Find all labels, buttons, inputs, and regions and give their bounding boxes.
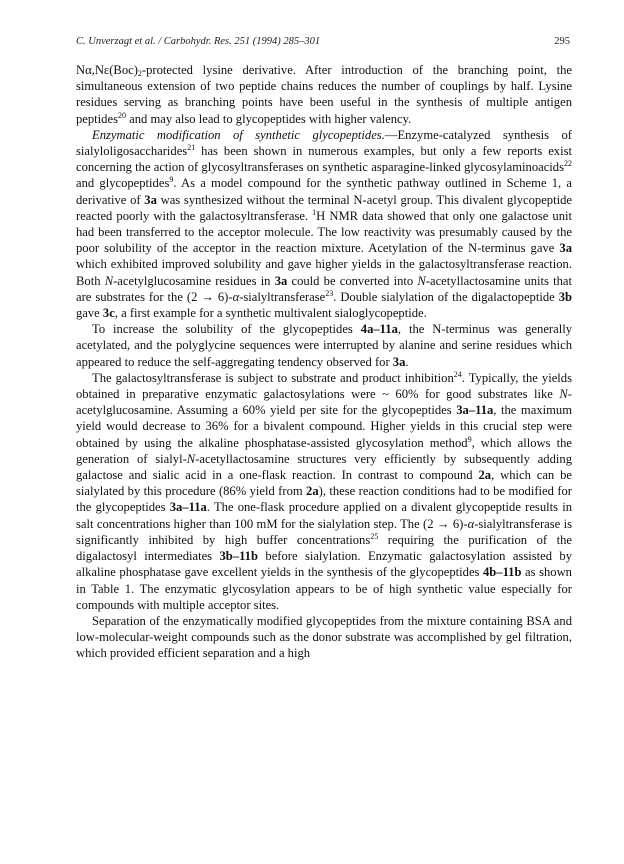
compound-ref: 3c [102, 306, 115, 321]
compound-ref: 3b–11b [219, 549, 258, 564]
paragraph-1: $N\alpha,N\varepsilon(Boc)_2$-protected lysine derivative. After introduction of the branching point, the simultaneous extension of two peptide chains reduces the number of couplings by half. Lysine residues serving as branching points have been useful in the synthesis of multiple antigen peptides$^{20}$ and may also lead to glycopeptides with higher valency. [76, 63, 572, 126]
paragraph-5: Separation of the enzymatically modified glycopeptides from the mixture containing BSA and low-molecular-weight compounds such as the donor substrate was accomplished by gel filtration, which provided efficient separation and a high [76, 613, 572, 661]
compound-ref: 4b–11b [482, 565, 522, 580]
citation-ref: 9 [467, 434, 472, 444]
compound-ref: 3b [558, 289, 572, 304]
compound-ref: 2a [478, 468, 492, 483]
citation-ref: 23 [325, 288, 334, 298]
compound-ref: 3a–11a [456, 403, 494, 418]
compound-ref: 3a [392, 354, 406, 369]
page-number: 295 [554, 36, 570, 47]
citation-ref: 22 [564, 159, 572, 169]
citation-ref: 21 [187, 143, 196, 153]
citation-ref: 24 [453, 369, 462, 379]
compound-ref: 3a [274, 273, 288, 288]
section-heading: Enzymatic modification of synthetic glycopeptides. [92, 127, 385, 142]
paragraph-2: Enzymatic modification of synthetic glycopeptides.—Enzyme-catalyzed synthesis of sialyloligosaccharides$^{21}$ has been shown in numerous examples, but only a few reports exist concerning the action of glycosyltransferases on synthetic asparagine-linked glycosylaminoacids$^{22}$ and glycopeptides$^9$. As a model compound for the synthetic pathway outlined in Scheme 1, a derivative of 3a was synthesized without the terminal N-acetyl group. This divalent glycopeptide reacted poorly with the galactosyltransferase. $^1$H NMR data showed that only one galactose unit had been transferred to the acceptor molecule. The low reactivity was presumably caused by the poor solubility of the acceptor in the reaction mixture. Acetylation of the N-terminus gave 3a which exhibited improved solubility and gave higher yields in the galactosyltransferase reaction. Both N-acetylglucosamine residues in 3a could be converted into N-acetyllactosamine units that are substrates for the (2 → 6)-α-sialyltransferase$^{23}$. Double sialylation of the digalactopeptide 3b gave 3c, a first example for a synthetic multivalent sialoglycopeptide. [76, 127, 573, 321]
compound-ref: 3a–11a [169, 500, 207, 515]
paragraph-4: The galactosyltransferase is subject to substrate and product inhibition$^{24}$. Typically, the yields obtained in preparative enzymatic galactosylations were ~ 60% for good substrates like N-acetylglucosamine. Assuming a 60% yield per site for the glycopeptides 3a–11a, the maximum yield would decrease to 36% for a bivalent compound. Higher yields in this crucial step were obtained by using the alkaline phosphatase-assisted glycosylation method$^9$, which allows the generation of sialyl-N-acetyllactosamine structures very efficiently by subsequently adding galactose and sialic acid in a one-flask reaction. In contrast to compound 2a, which can be sialylated by this procedure (86% yield from 2a), these reaction conditions had to be modified for the glycopeptides 3a–11a. The one-flask procedure applied on a divalent glycopeptide results in salt concentrations higher than 100 mM for the sialylation step. The (2 → 6)-α-sialyltransferase is significantly inhibited by high buffer concentrations$^{25}$ requiring the purification of the digalactosyl intermediates 3b–11b before sialylation. Enzymatic galactosylation assisted by alkaline phosphatase gave excellent yields in the synthesis of the glycopeptides 4b–11b as shown in Table 1. The enzymatic glycosylation appears to be of high synthetic value especially for compounds with multiple acceptor sites. [76, 369, 573, 612]
running-title: C. Unverzagt et al. / Carbohydr. Res. 251 (1994) 285–301 [76, 36, 321, 47]
citation-ref: 9 [169, 175, 174, 185]
compound-ref: 2a [306, 484, 319, 499]
citation-ref: 25 [370, 531, 379, 541]
paragraph-3: To increase the solubility of the glycopeptides 4a–11a, the N-terminus was generally acetylated, and the polyglycine sequences were interrupted by alanine and serine residues which appeared to reduce the self-aggregating tendency observed for 3a. [76, 322, 572, 369]
article-body [76, 62, 572, 662]
compound-ref: 3a [144, 192, 157, 207]
compound-ref: 3a [559, 241, 572, 256]
citation-ref: 20 [117, 110, 126, 120]
compound-ref: 4a–11a [360, 322, 398, 337]
running-header [76, 36, 570, 47]
